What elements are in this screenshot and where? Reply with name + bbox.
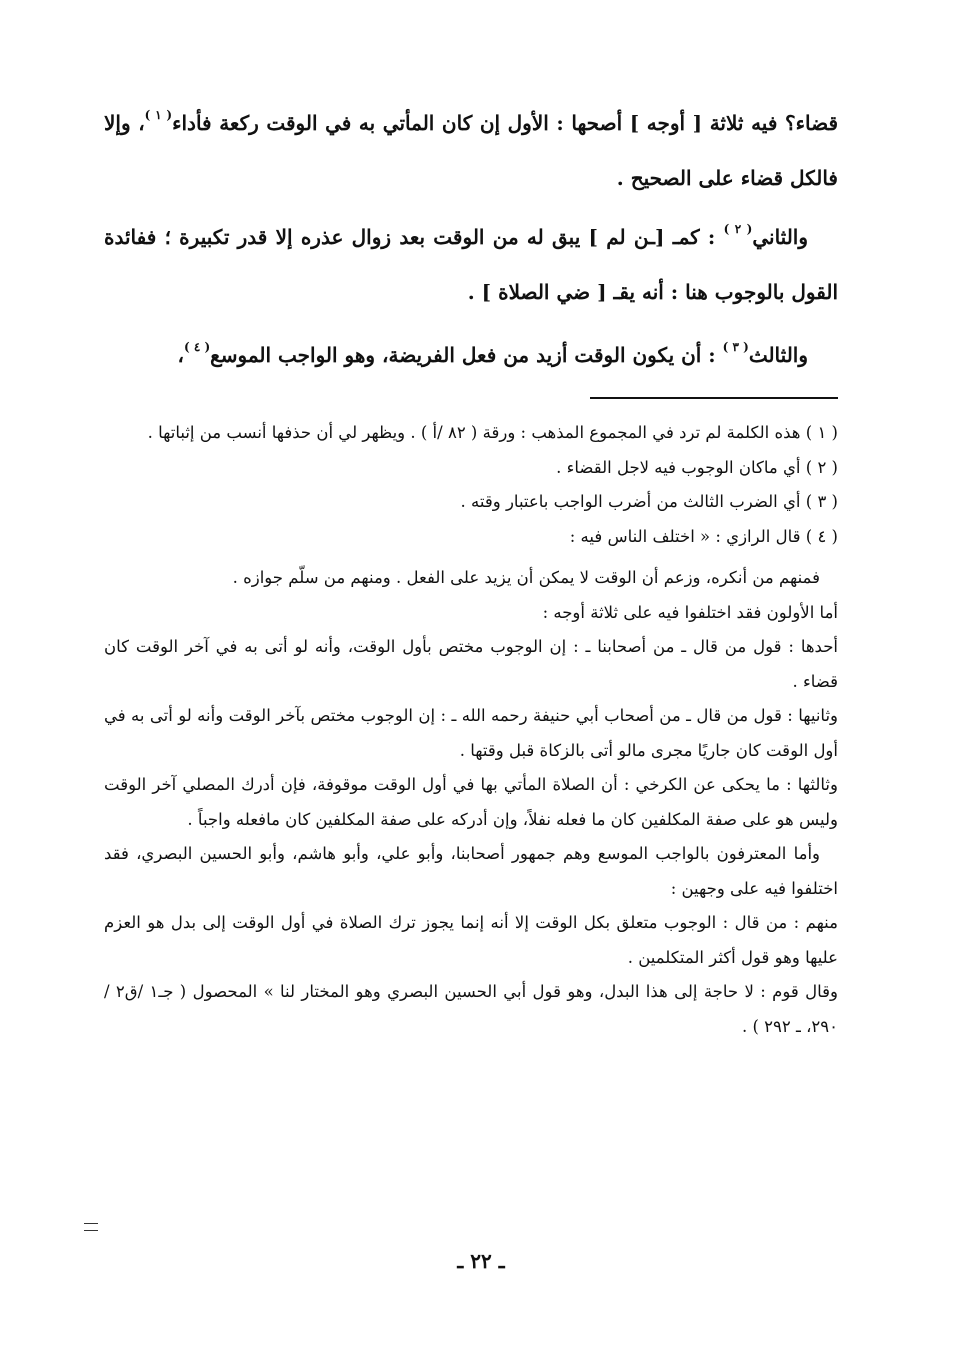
footnote-ref-4: ( ٤ ) [183, 340, 211, 355]
paragraph-1 [104, 96, 838, 206]
footnote-separator [590, 397, 838, 399]
paragraph-1-end: ، وإلا فالكل قضاء على الصحيح . [104, 111, 838, 190]
footnote-ref-1: ( ١ ) [144, 108, 173, 123]
paragraph-3-mid: : أن يكون الوقت أزيد من فعل الفريضة، وهو الواجب الموسع [210, 343, 723, 367]
paragraph-2-start: والثاني [752, 225, 809, 249]
footnote-quote-2: أما الأولون فقد اختلفوا فيه على ثلاثة أوجه : [542, 602, 838, 622]
footnote-quote-5: وثالثها : ما يحكى عن الكرخي : أن الصلاة المأتي بها في أول الوقت موقوفة، فإن أدرك المصلي آخر الوقت وليس هو على صفة المكلفين كان ما فعله نفلاً، وإن أدركه على صفة المكلفين كان مافعله واجباً . [104, 775, 838, 829]
footnote-quote-4: وثانيها : قول من قال ـ من أصحاب أبي حنيفة رحمه الله ـ : إن الوجوب مختص بآخر الوقت وأنه لو أتى به في أول الوقت كان جاريًا مجرى مالو أتى بالزكاة قبل وقتها . [104, 706, 838, 760]
footnote-3: ( ٣ ) أي الضرب الثالث من أضرب الواجب باعتبار وقته . [460, 492, 838, 511]
footnote-quote-6: وأما المعترفون بالواجب الموسع وهم جمهور أصحابنا، وأبو علي، وأبو هاشم، وأبو الحسين البصري، فقد اختلفوا فيه على وجهين : [104, 844, 838, 898]
footnote-1: ( ١ ) هذه الكلمة لم ترد في المجموع المذهب : ورقة ( ٨٢ /أ ) . ويظهر لي أن حذفها أنسب من إثباتها . [147, 423, 838, 442]
footnote-ref-2: ( ٢ ) [723, 222, 753, 237]
footnote-ref-3: ( ٣ ) [722, 340, 749, 355]
main-text [104, 96, 838, 383]
paragraph-3-start: والثالث [748, 343, 808, 367]
margin-mark [84, 1223, 98, 1231]
paragraph-1-text: قضاء؟ فيه ثلاثة [ أوجه ] أصحها : الأول إن كان المأتي به في الوقت ركعة فأداء [172, 111, 838, 135]
footnote-quote-1: فمنهم من أنكره، وزعم أن الوقت لا يمكن أن يزيد على الفعل . ومنهم من سلّم جوازه . [232, 568, 820, 587]
footnotes [104, 416, 838, 1044]
paragraph-3 [104, 328, 838, 383]
paragraph-2-end: : كمـ [ـن لم ] يبق له من الوقت بعد زوال عذره إلا قدر تكبيرة ؛ ففائدة القول بالوجوب هنا : أنه يقـ [ ضي الصلاة ] . [104, 225, 838, 304]
footnote-quote-7: منهم : من قال : الوجوب متعلق بكل الوقت إلا أنه إنما يجوز ترك الصلاة في أول الوقت إلى بدل هو العزم عليها وهو قول أكثر المتكلمين . [104, 913, 838, 967]
page-number: ـ ٢٢ ـ [457, 1249, 505, 1273]
paragraph-2 [104, 210, 838, 320]
footnote-quote-3: أحدها : قول من قال ـ من أصحابنا ـ : إن الوجوب مختص بأول الوقت، وأنه لو أتى به في آخر الوقت كان قضاء . [104, 637, 838, 691]
footnote-4: ( ٤ ) قال الرازي : « اختلف الناس فيه : [569, 526, 838, 546]
footnote-quote-8: وقال قوم : لا حاجة إلى هذا البدل، وهو قول أبي الحسين البصري وهو المختار لنا » المحصول ( جـ١ /ق٢ / ٢٩٠، ـ ٢٩٢ ) . [104, 982, 839, 1036]
paragraph-3-end: ، [177, 343, 184, 367]
footnote-2: ( ٢ ) أي ماكان الوجوب فيه لاجل القضاء . [556, 457, 838, 477]
